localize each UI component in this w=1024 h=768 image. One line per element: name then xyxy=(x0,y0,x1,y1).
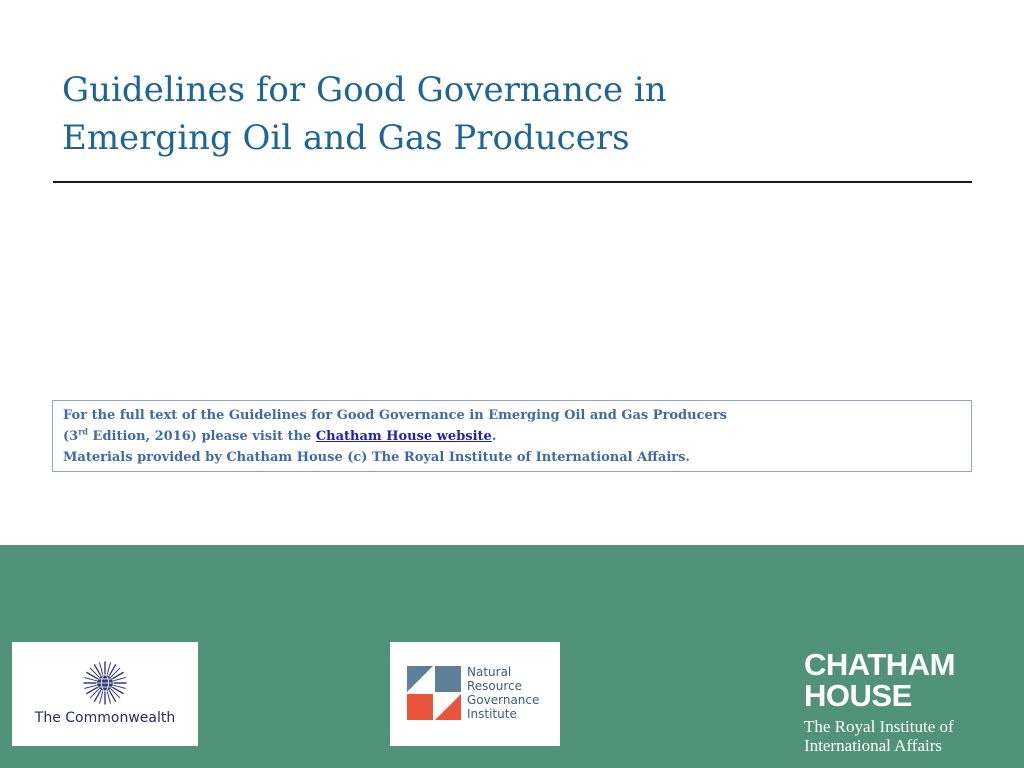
commonwealth-logo xyxy=(12,642,198,746)
chatham-sub-line-2: International Affairs xyxy=(804,736,943,755)
nrgi-name xyxy=(467,665,539,721)
info-line-2 xyxy=(63,426,961,447)
chatham-sub-line-1: The Royal Institute of xyxy=(804,717,954,736)
title-line-2: Emerging Oil and Gas Producers xyxy=(62,118,630,158)
chatham-house-wordmark xyxy=(804,649,1004,711)
title-divider xyxy=(53,181,972,183)
nrgi-mark-icon xyxy=(407,666,461,720)
nrgi-line-2: Resource xyxy=(467,679,523,693)
nrgi-line-3: Governance xyxy=(467,693,540,707)
info-line-2-open: (3 xyxy=(63,429,79,444)
chatham-word: CHATHAM xyxy=(804,647,955,682)
title-line-1: Guidelines for Good Governance in xyxy=(62,70,667,110)
info-line-2-text: Edition, 2016) please visit the xyxy=(88,429,316,444)
info-box xyxy=(52,400,972,472)
commonwealth-name: The Commonwealth xyxy=(34,710,176,726)
commonwealth-emblem-icon xyxy=(80,660,130,706)
nrgi-line-4: Institute xyxy=(467,707,517,721)
info-line-3: Materials provided by Chatham House (c) The Royal Institute of International Affairs. xyxy=(63,450,690,465)
ordinal-suffix: rd xyxy=(78,426,89,437)
info-line-2-end: . xyxy=(491,429,497,444)
chatham-house-website-link[interactable]: Chatham House website xyxy=(315,429,492,444)
nrgi-logo xyxy=(390,642,560,746)
nrgi-line-1: Natural xyxy=(467,665,512,679)
info-line-1: For the full text of the Guidelines for Good Governance in Emerging Oil and Gas Producers xyxy=(63,408,727,423)
house-word: HOUSE xyxy=(804,678,912,713)
footer-band xyxy=(0,545,1024,768)
chatham-house-logo xyxy=(804,649,1004,755)
page-title xyxy=(62,66,667,162)
chatham-house-subtitle xyxy=(804,717,1004,755)
